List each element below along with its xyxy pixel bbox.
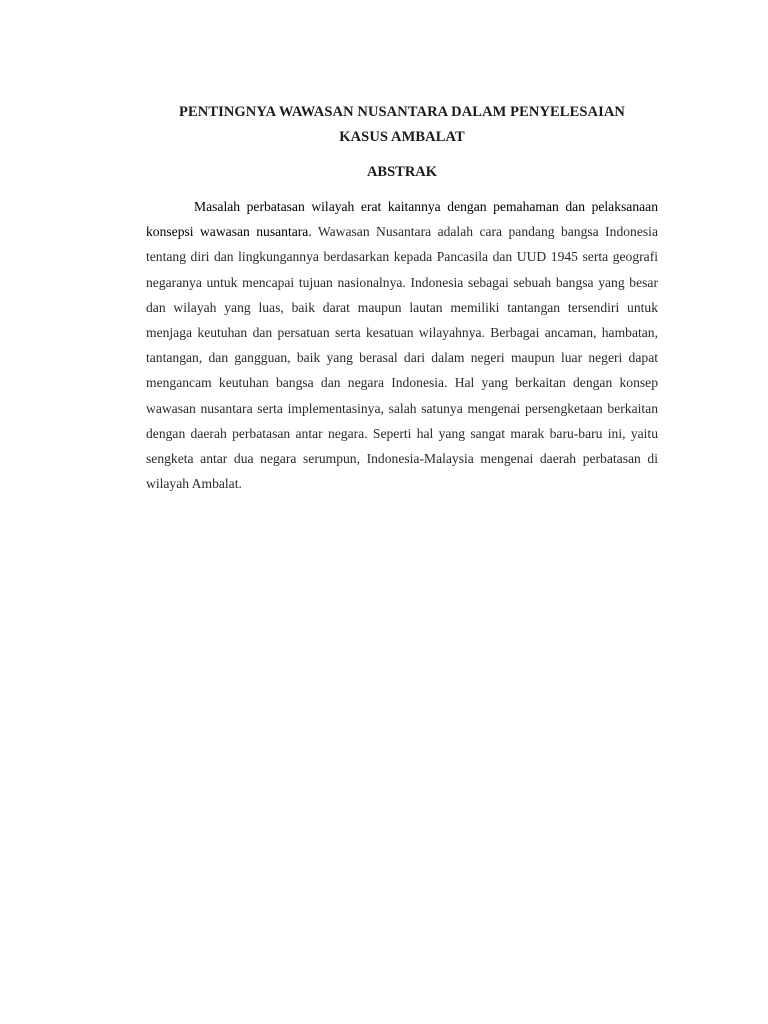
- title-line-2: KASUS AMBALAT: [339, 129, 465, 145]
- abstract-remaining-text: Wawasan Nusantara adalah cara pandang bangsa Indonesia tentang diri dan lingkungannya berdasarkan kepada Pancasila dan UUD 1945 serta geografi negaranya untuk mencapai tujuan nasionalnya. Indonesia sebagai sebuah bangsa yang besar dan wilayah yang luas, baik darat maupun lautan memiliki tantangan tersendiri untuk menjaga keutuhan dan persatuan serta kesatuan wilayahnya. Berbagai ancaman, hambatan, tantangan, dan gangguan, baik yang berasal dari dalam negeri maupun luar negeri dapat mengancam keutuhan bangsa dan negara Indonesia. Hal yang berkaitan dengan konsep wawasan nusantara serta implementasinya, salah satunya mengenai persengketaan berkaitan dengan daerah perbatasan antar negara. Seperti hal yang sangat marak baru-baru ini, yaitu sengketa antar dua negara serumpun, Indonesia-Malaysia mengenai daerah perbatasan di wilayah Ambalat.: [146, 224, 658, 492]
- section-heading: ABSTRAK: [366, 164, 438, 180]
- abstract-paragraph: [146, 194, 658, 496]
- document-title: [146, 100, 658, 150]
- abstract-first-sentence: Masalah perbatasan wilayah erat kaitannya dengan pemahaman dan pelaksanaan konsepsi wawasan nusantara.: [146, 199, 658, 240]
- title-line-1: PENTINGNYA WAWASAN NUSANTARA DALAM PENYELESAIAN: [179, 104, 625, 120]
